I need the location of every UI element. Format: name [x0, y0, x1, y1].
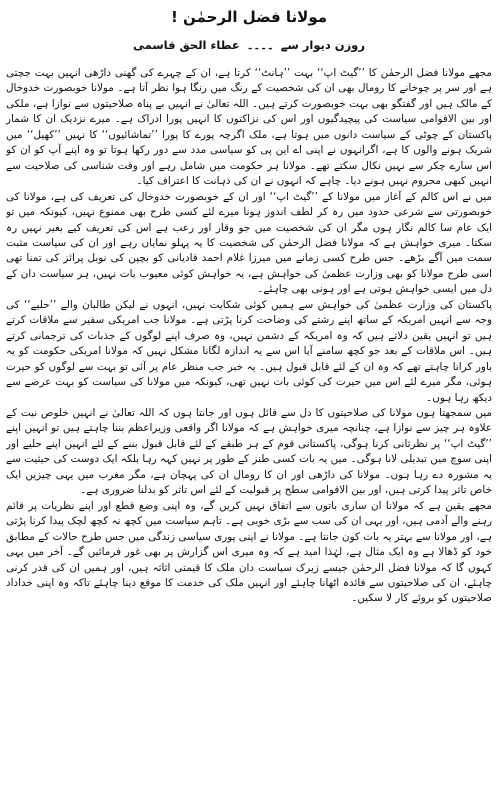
- article-paragraph: میں نے اس کالم کے آغاز میں مولانا کے ’’گیٹ اپ‘‘ اور ان کے خوبصورت خدوخال کی تعریف کی ہے، مولانا کی خوبصورتی سے شرعی حدود میں رہ کر لطف اندوز ہونا میرے لئے کسی طرح بھی ممنوع نہیں، کیونکہ میں تو ایک عام سا کالم نگار ہوں مگر ان کی شخصیت میں جو وقار اور رعب ہے اس کی تعریف کیے بغیر نہیں رہ سکتا۔ میری خواہش ہے کہ مولانا فضل الرحمٰن کی شخصیت کا یہ پہلو نمایاں رہے اور ان کی سیاست مثبت سمت میں آگے بڑھے۔ جس طرح کسی زمانے میں میرزا غلام احمد قادیانی کو بچپن کی نوبل پرائز کی تمنا تھی اسی طرح مولانا کو بھی وزارت عظمیٰ کی خواہش ہے، یہ خواہش کوئی معیوب بات نہیں، ہر سیاست دان کے دل میں ایسی خواہش ہوتی ہے اور ہونی بھی چاہئے۔: [6, 190, 492, 296]
- author-name: عطاء الحق قاسمی: [133, 38, 240, 52]
- column-name: روزن دیوار سے: [280, 38, 365, 52]
- article-paragraph: مجھے مولانا فضل الرحمٰن کا ’’گیٹ اپ‘‘ بہت ’’ہانٹ‘‘ کرتا ہے، ان کے چہرے کی گھنی داڑھی انہیں بہت جچتی ہے اور سر پر چوخانے کا رومال بھی ان کی شخصیت کے رنگ میں رنگا ہوا نظر آتا ہے۔ مولانا خوبصورت خدوخال کے مالک ہیں اور گفتگو بھی بہت خوبصورت کرتے ہیں۔ اللہ تعالیٰ نے انہیں بے پناہ صلاحیتوں سے نوازا ہے، ملکی اور بین الاقوامی سیاست کی پیچیدگیوں اور اس کی نزاکتوں کا انہیں پورا ادراک ہے۔ میرے نزدیک ان کا شمار پاکستان کے چوٹی کے سیاست دانوں میں ہوتا ہے، ملک اگرچہ پورے کا پورا ’’تماشائیوں‘‘ کا نہیں ’’کھیل‘‘ میں شریک ہونے والوں کا ہے، اگرانہوں نے اپنی اے این پی کو سیاسی مدد سے دور رکھا ہوتا تو وہ اپنے آپ کو ان کو اس سارے چکر سے نہیں نکال سکتے تھے۔ مولانا ہر حکومت میں شامل رہے اور وقت شناسی کی صلاحیت سے انہیں کبھی محروم نہیں ہونے دیا۔ چاہے کہ انہوں نے ان کی ذہانت کا اعتراف کیا۔: [6, 67, 492, 188]
- article-paragraph: پاکستان کی وزارت عظمیٰ کی خواہش سے ہمیں کوئی شکایت نہیں، انہوں نے لیکن طالبان والے ’’حلیے‘‘ کی وجہ سے انہیں امریکہ کے ساتھ اپنے رشتے کی وضاحت کرنا پڑتی ہے۔ مولانا جب امریکی سفیر سے ملاقات کرتے ہیں تو انہیں یقین دلاتے ہیں کہ وہ امریکہ کے دشمن نہیں، وہ صرف اپنے لوگوں کے جذبات کی ترجمانی کرتے ہیں۔ اس ملاقات کے بعد جو کچھ سامنے آیا اس سے یہ اندازہ لگانا مشکل نہیں کہ مولانا امریکی حکومت کو یہ باور کرانا چاہتے تھے کہ وہ ان کے لئے قابل قبول ہیں۔ یہ خبر جب منظر عام پر آئی تو بہت سے لوگوں کو حیرت ہوئی، مگر میرے لئے اس میں حیرت کی کوئی بات نہیں تھی، کیونکہ میں مولانا کی سیاست کو بہت عرصے سے دیکھ رہا ہوں۔: [6, 298, 492, 404]
- article-paragraph: مجھے یقین ہے کہ مولانا ان ساری باتوں سے اتفاق نہیں کریں گے، وہ اپنی وضع قطع اور اپنے نظریات پر قائم رہنے والے آدمی ہیں، اور یہی ان کی سب سے بڑی خوبی ہے۔ تاہم سیاست میں کچھ نہ کچھ لچک پیدا کرنا پڑتی ہے، اور مولانا سے بہتر یہ بات کون جانتا ہے۔ مولانا نے اپنی پوری سیاسی زندگی میں جس طرح حالات کے مطابق خود کو ڈھالا ہے وہ ایک مثال ہے، لہٰذا امید ہے کہ وہ میری اس گزارش پر بھی غور فرمائیں گے۔ آخر میں یہی کہوں گا کہ مولانا فضل الرحمٰن جیسے زیرک سیاست دان ملک کا قیمتی اثاثہ ہیں، اور ہمیں ان کی قدر کرنی چاہئے، ان کی صلاحیتوں سے فائدہ اٹھانا چاہئے اور انہیں ملک کی خدمت کا موقع دینا چاہئے تاکہ وہ اپنی خداداد صلاحیتوں کو بروئے کار لا سکیں۔: [6, 499, 492, 605]
- byline-separator: ۔۔۔۔: [246, 38, 274, 52]
- article-body: [6, 66, 492, 803]
- article-byline: [6, 36, 492, 56]
- article-headline: مولانا فضل الرحمٰن !: [170, 8, 328, 26]
- article-paragraph: میں سمجھتا ہوں مولانا کی صلاحیتوں کا دل سے قائل ہوں اور جانتا ہوں کہ اللہ تعالیٰ نے انہیں خلوص نیت کے علاوہ ہر چیز سے نوازا ہے، چنانچہ میری خواہش ہے کہ مولانا اگر واقعی وزیراعظم بننا چاہتے ہیں تو انہیں اپنے ’’گیٹ اپ‘‘ پر نظرثانی کرنا ہوگی، پاکستانی قوم کے ہر طبقے کے لئے قابل قبول بننے کے لئے انہیں اپنے حلیے اور اپنی سوچ میں تبدیلی لانا ہوگی۔ میں یہ بات کسی طنز کے طور پر نہیں کہہ رہا بلکہ ایک دوست کی حیثیت سے یہ مشورہ دے رہا ہوں۔ مولانا کی داڑھی اور ان کا رومال ان کی پہچان ہے، مگر مغرب میں یہی چیزیں ایک خاص تاثر پیدا کرتی ہیں، اور بین الاقوامی سطح پر قبولیت کے لئے اس تاثر کو بدلنا ضروری ہے۔: [6, 406, 492, 497]
